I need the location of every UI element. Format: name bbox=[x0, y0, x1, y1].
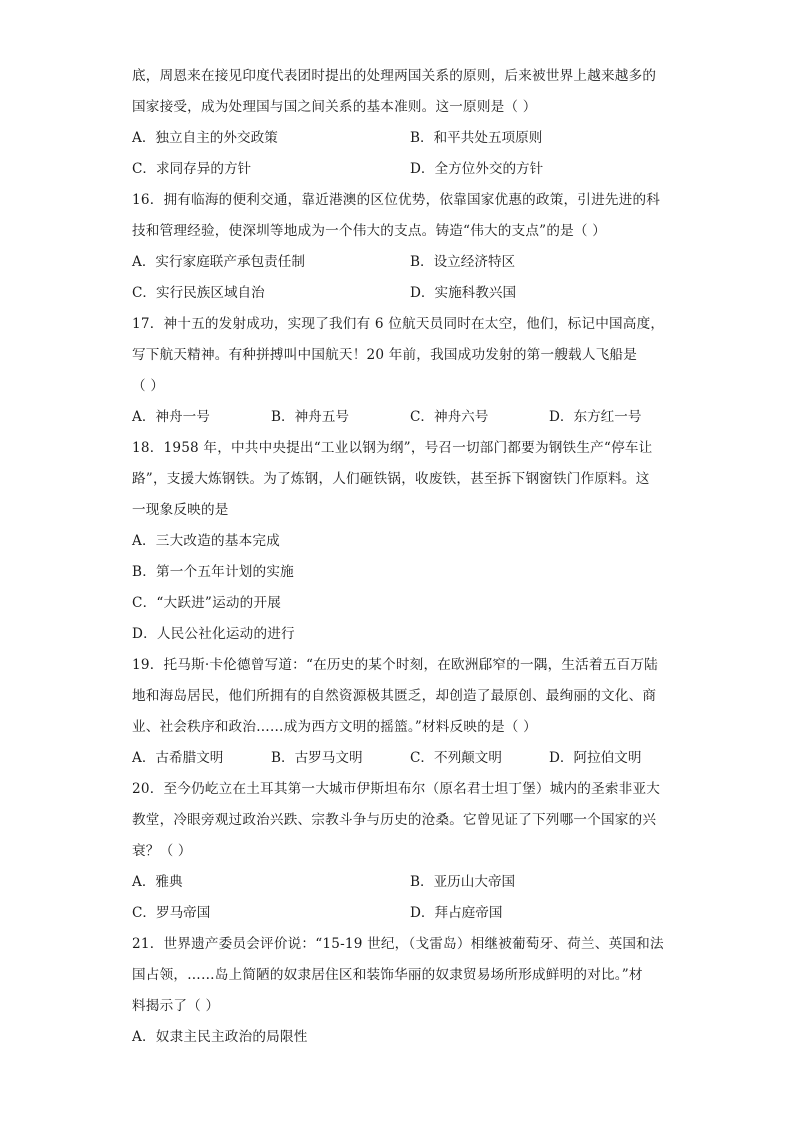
option-row bbox=[132, 154, 672, 185]
option-d[interactable]: D．阿拉伯文明 bbox=[549, 750, 642, 766]
question-stem-line: 路”，支援大炼钢铁。为了炼钢，人们砸铁锅，收废铁，甚至拆下钢窗铁门作原料。这 bbox=[132, 471, 650, 487]
question-stem-line: 写下航天精神。有种拼搏叫中国航天！20 年前，我国成功发射的第一艘载人飞船是 bbox=[132, 347, 637, 363]
option-row bbox=[132, 123, 672, 154]
option-b[interactable]: B．神舟五号 bbox=[271, 409, 349, 425]
option-c[interactable]: C．“大跃进”运动的开展 bbox=[132, 595, 282, 611]
option-b[interactable]: B．设立经济特区 bbox=[410, 254, 516, 270]
question-19 bbox=[132, 650, 672, 774]
question-stem-line: 地和海岛居民，他们所拥有的自然资源极其匮乏，却创造了最原创、最绚丽的文化、商 bbox=[132, 688, 657, 704]
option-c[interactable]: C．求同存异的方针 bbox=[132, 161, 252, 177]
question-16 bbox=[132, 185, 672, 309]
option-b[interactable]: B．第一个五年计划的实施 bbox=[132, 564, 294, 580]
option-d[interactable]: D．全方位外交的方针 bbox=[410, 161, 544, 177]
question-stem-line: 业、社会秩序和政治……成为西方文明的摇篮。”材料反映的是（ ） bbox=[132, 719, 537, 735]
question-stem-line: （ ） bbox=[132, 378, 165, 394]
option-d[interactable]: D．拜占庭帝国 bbox=[410, 905, 503, 921]
option-d[interactable]: D．东方红一号 bbox=[549, 409, 642, 425]
question-stem-line: 一现象反映的是 bbox=[132, 502, 229, 518]
question-stem-line: 教堂，冷眼旁观过政治兴跌、宗教斗争与历史的沧桑。它曾见证了下列哪一个国家的兴 bbox=[132, 812, 657, 828]
exam-page bbox=[132, 61, 672, 1053]
question-18 bbox=[132, 433, 672, 650]
option-c[interactable]: C．罗马帝国 bbox=[132, 905, 211, 921]
question-stem-line: 技和管理经验，使深圳等地成为一个伟大的支点。铸造“伟大的支点”的是（ ） bbox=[132, 223, 607, 239]
option-a[interactable]: A．古希腊文明 bbox=[132, 750, 224, 766]
option-a[interactable]: A．奴隶主民主政治的局限性 bbox=[132, 1029, 308, 1045]
question-stem-line: 16．拥有临海的便利交通，靠近港澳的区位优势，依靠国家优惠的政策，引进先进的科 bbox=[132, 192, 661, 208]
question-stem-line: 18．1958 年，中共中央提出“工业以钢为纲”，号召一切部门都要为钢铁生产“停车让 bbox=[132, 440, 653, 456]
option-a[interactable]: A．实行家庭联产承包责任制 bbox=[132, 254, 305, 270]
option-row bbox=[132, 402, 672, 433]
option-c[interactable]: C．不列颠文明 bbox=[410, 750, 502, 766]
question-stem-line: 21．世界遗产委员会评价说：“15-19 世纪，（戈雷岛）相继被葡萄牙、荷兰、英国和法 bbox=[132, 936, 664, 952]
option-b[interactable]: B．亚历山大帝国 bbox=[410, 874, 516, 890]
option-c[interactable]: C．实行民族区域自治 bbox=[132, 285, 265, 301]
option-row bbox=[132, 867, 672, 898]
option-c[interactable]: C．神舟六号 bbox=[410, 409, 489, 425]
question-stem-line: 17．神十五的发射成功，实现了我们有 6 位航天员同时在太空，他们，标记中国高度， bbox=[132, 316, 665, 332]
option-a[interactable]: A．独立自主的外交政策 bbox=[132, 130, 278, 146]
option-d[interactable]: D．人民公社化运动的进行 bbox=[132, 626, 295, 642]
option-b[interactable]: B．和平共处五项原则 bbox=[410, 130, 543, 146]
option-row bbox=[132, 743, 672, 774]
question-stem-line: 底，周恩来在接见印度代表团时提出的处理两国关系的原则，后来被世界上越来越多的 bbox=[132, 68, 657, 84]
option-a[interactable]: A．神舟一号 bbox=[132, 409, 210, 425]
question-stem-line: 20．至今仍屹立在土耳其第一大城市伊斯坦布尔（原名君士坦丁堡）城内的圣索非亚大 bbox=[132, 781, 661, 797]
question-20 bbox=[132, 774, 672, 929]
option-row bbox=[132, 898, 672, 929]
question-15 bbox=[132, 61, 672, 185]
question-17 bbox=[132, 309, 672, 433]
question-stem-line: 衰？（ ） bbox=[132, 843, 192, 859]
question-stem-line: 料揭示了（ ） bbox=[132, 998, 220, 1014]
option-d[interactable]: D．实施科教兴国 bbox=[410, 285, 517, 301]
question-stem-line: 19．托马斯·卡伦德曾写道：“在历史的某个时刻，在欧洲郈窄的一隅，生活着五百万陆 bbox=[132, 657, 658, 673]
question-stem-line: 国占领，……岛上简陋的奴隶居住区和装饰华丽的奴隶贸易场所形成鲜明的对比。”材 bbox=[132, 967, 643, 983]
option-a[interactable]: A．雅典 bbox=[132, 874, 183, 890]
option-b[interactable]: B．古罗马文明 bbox=[271, 750, 363, 766]
option-row bbox=[132, 278, 672, 309]
question-stem-line: 国家接受，成为处理国与国之间关系的基本准则。这一原则是（ ） bbox=[132, 99, 537, 115]
question-21 bbox=[132, 929, 672, 1053]
option-row bbox=[132, 247, 672, 278]
option-a[interactable]: A．三大改造的基本完成 bbox=[132, 533, 280, 549]
